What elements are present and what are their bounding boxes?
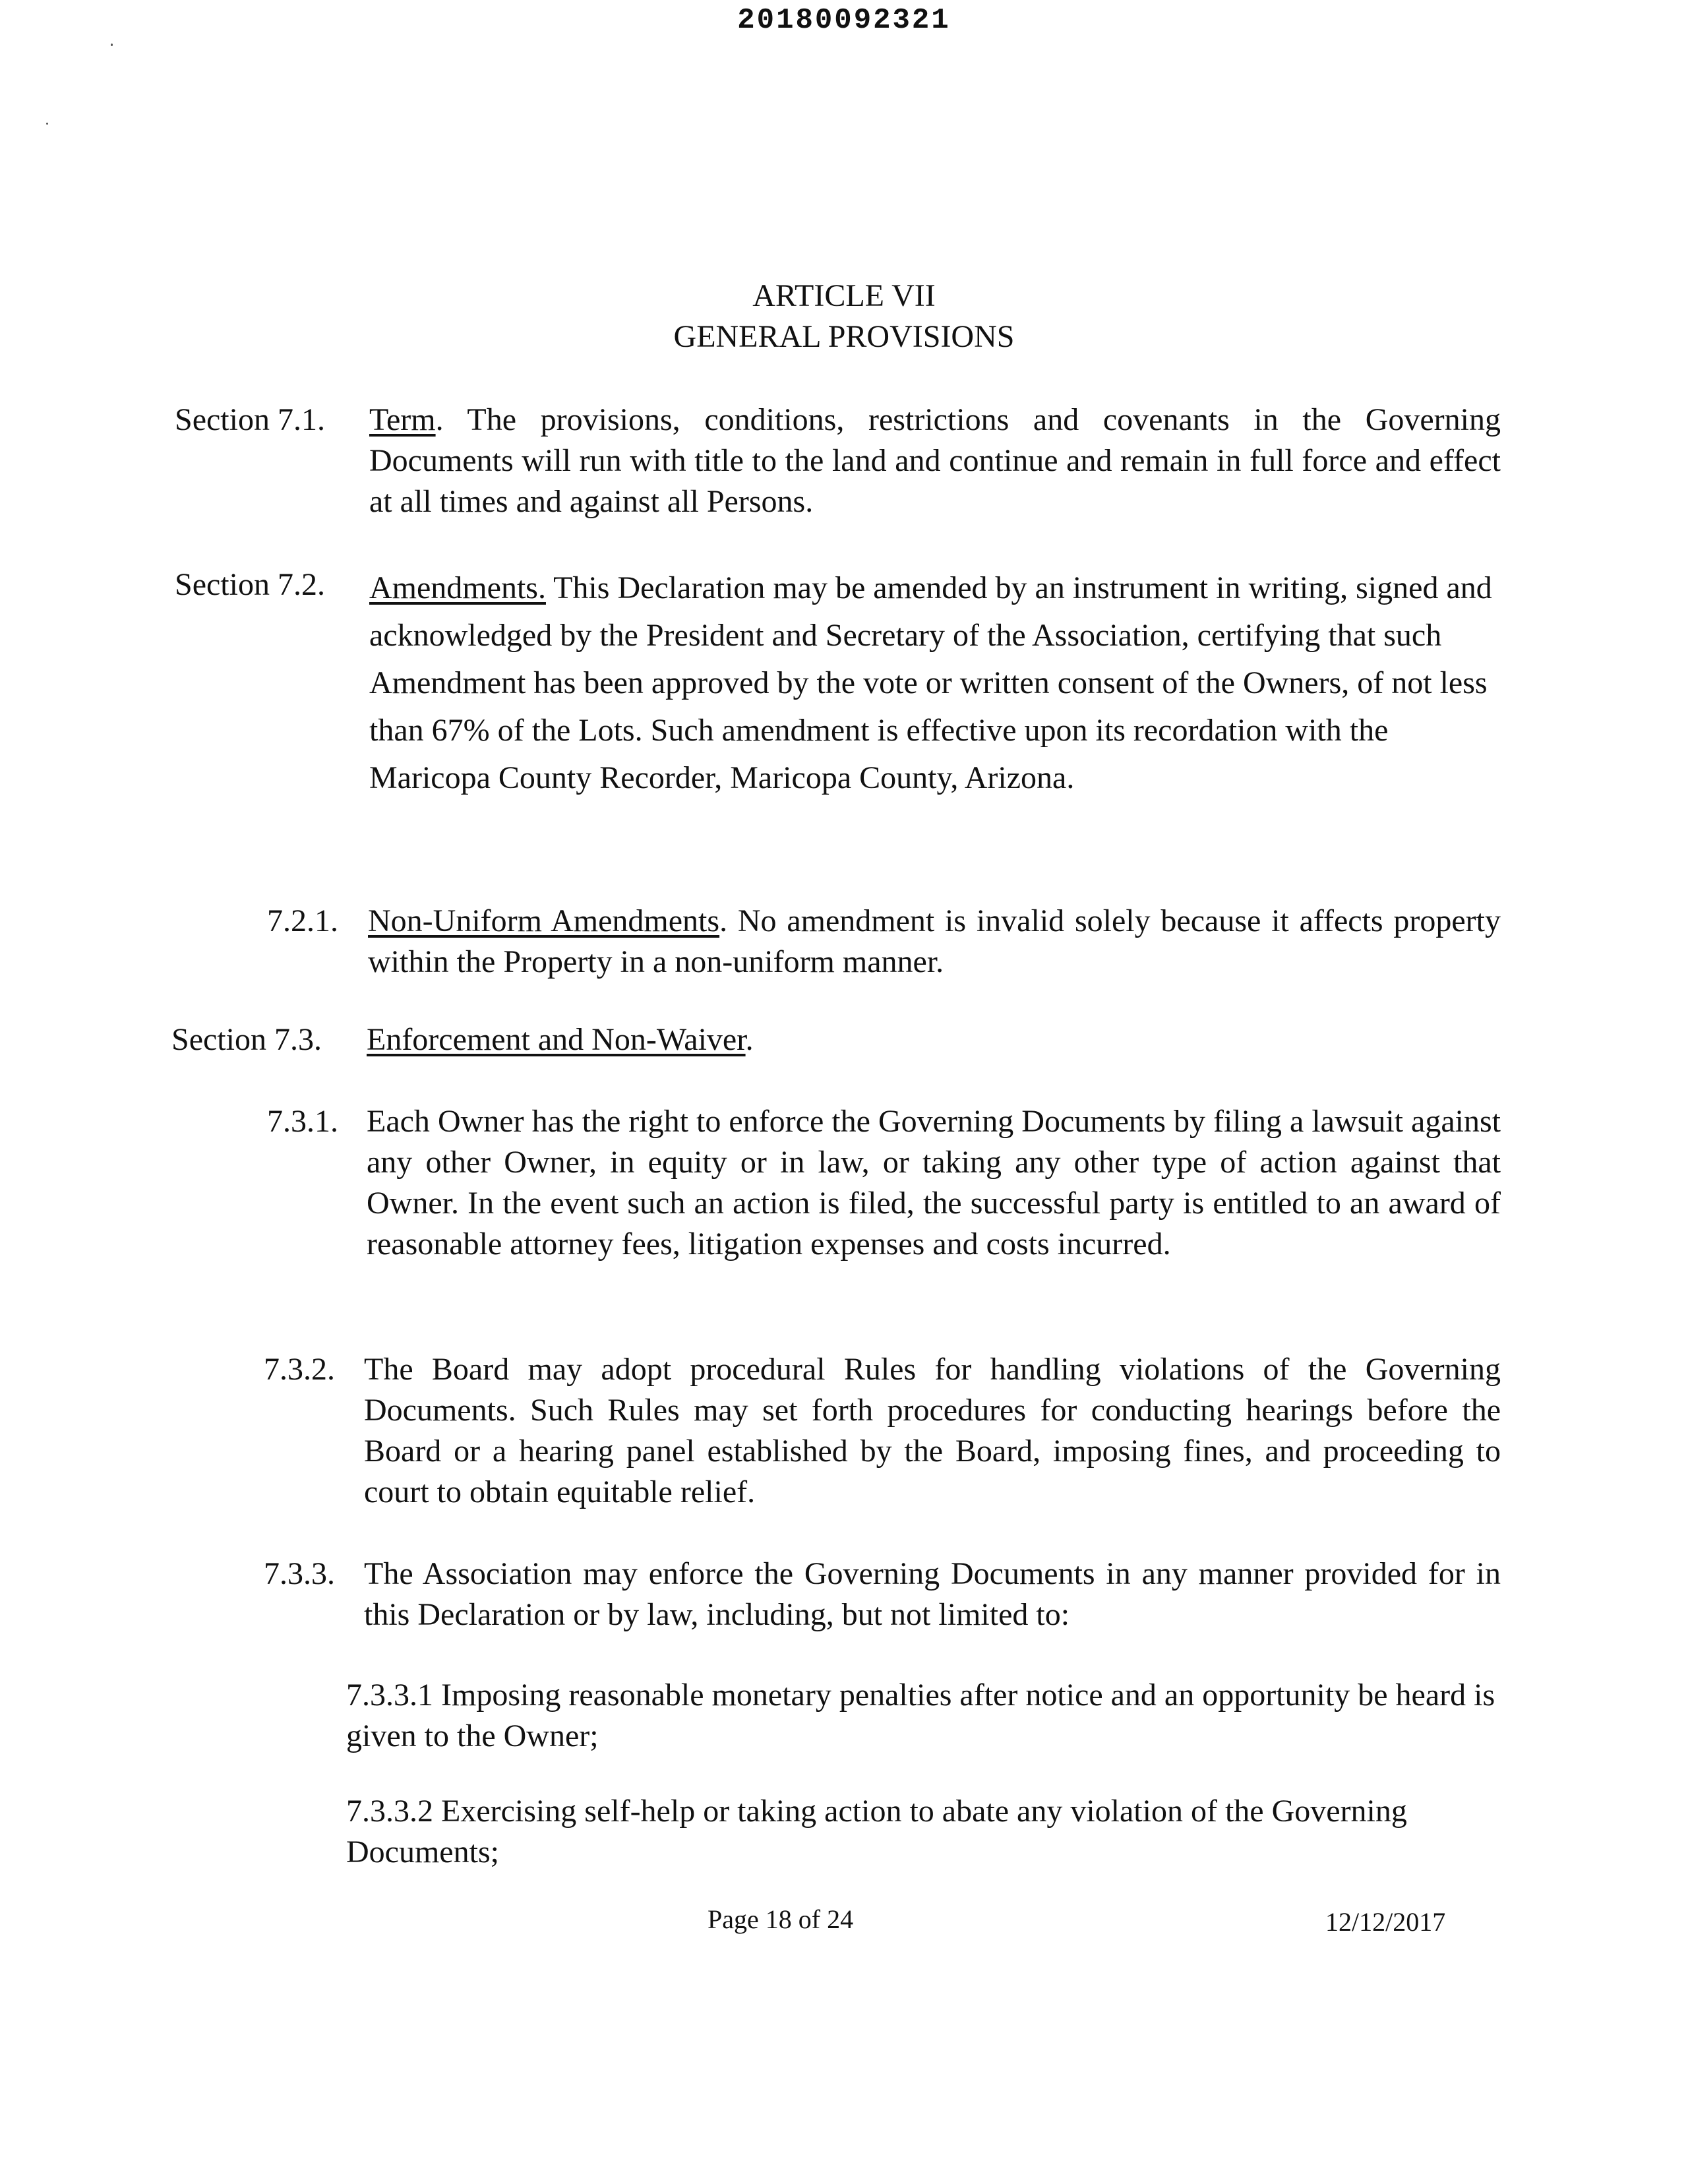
section-7-2-text: This Declaration may be amended by an instrument in writing, signed and acknowledged by the President and Secretary of the Association, certifying that such Amendment has been approved by the vote or written consent of the Owners, of not less than 67% of the Lots. Such amendment is effective upon its recordation with the Maricopa County Recorder, Maricopa County, Arizona. (369, 570, 1492, 795)
footer-date: 12/12/2017 (1325, 1907, 1446, 1937)
section-7-3-3-text: The Association may enforce the Governing Documents in any manner provided for in this Declaration or by law, including, but not limited to: (364, 1556, 1501, 1632)
section-7-1-label: Section 7.1. (175, 402, 325, 437)
section-7-3-3-label: 7.3.3. (264, 1556, 335, 1591)
scan-speck (111, 44, 113, 46)
scan-speck (46, 123, 48, 125)
section-7-3-2-label: 7.3.2. (264, 1352, 335, 1387)
page-number: Page 18 of 24 (708, 1904, 854, 1934)
section-7-3-3-1-text: 7.3.3.1 Imposing reasonable monetary penalties after notice and an opportunity be heard is given to the Owner; (346, 1678, 1495, 1753)
recording-number: 20180092321 (737, 4, 951, 37)
section-7-3-1-text: Each Owner has the right to enforce the Governing Documents by filing a lawsuit against any other Owner, in equity or in law, or taking any other type of action against that Owner. In the event such an action is filed, the successful party is entitled to an award of reasonable attorney fees, litigation expenses and costs incurred. (367, 1104, 1501, 1261)
section-7-2-body (369, 564, 1501, 802)
section-7-1-heading: Term (369, 402, 436, 437)
article-title: ARTICLE VII (752, 278, 936, 313)
section-7-3-heading: Enforcement and Non-Waiver (367, 1022, 746, 1057)
section-7-3-label: Section 7.3. (171, 1022, 322, 1057)
section-7-3-text: . (745, 1022, 754, 1057)
article-subtitle: GENERAL PROVISIONS (673, 319, 1015, 354)
section-7-1-body (369, 400, 1501, 522)
section-7-2-1-body (368, 901, 1501, 983)
section-7-3-2-text: The Board may adopt procedural Rules for handling violations of the Governing Documents. Such Rules may set forth procedures for conducting hearings before the Board or a hearing panel established by the Board, imposing fines, and proceeding to court to obtain equitable relief. (364, 1352, 1501, 1509)
section-7-1-text: . The provisions, conditions, restrictions and covenants in the Governing Documents will run with title to the land and continue and remain in full force and effect at all times and against all Persons. (369, 402, 1501, 519)
section-7-3-3-2-text: 7.3.3.2 Exercising self-help or taking action to abate any violation of the Governing Documents; (346, 1794, 1407, 1869)
section-7-3-body (367, 1019, 1501, 1060)
section-7-2-label: Section 7.2. (175, 567, 325, 602)
section-7-3-1-label: 7.3.1. (267, 1104, 338, 1139)
section-7-2-1-label: 7.2.1. (267, 903, 338, 938)
section-7-2-heading: Amendments. (369, 570, 546, 605)
section-7-2-1-text: . No amendment is invalid solely because it affects property within the Property in a non-uniform manner. (368, 903, 1501, 979)
section-7-2-1-heading: Non-Uniform Amendments (368, 903, 720, 938)
